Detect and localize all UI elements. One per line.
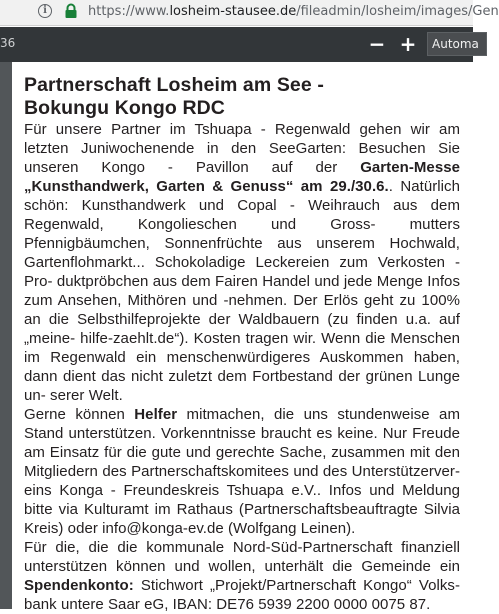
pdf-toolbar: [0, 27, 479, 62]
p2-bold: Helfer: [134, 406, 178, 423]
article: [24, 74, 460, 614]
title-line-1: Partnerschaft Losheim am See -: [24, 74, 324, 96]
zoom-select[interactable]: Automa: [427, 32, 487, 56]
page-number[interactable]: 36: [0, 36, 16, 50]
paragraph-3: [24, 538, 460, 614]
url-text[interactable]: [88, 4, 499, 19]
p1-text-a: Für unsere Partner im Tshuapa - Regenwald gehen wir am letzten Juniwochenende in den SeeGarten: Besuchen Sie unseren Kongo - Pavillon auf der: [24, 121, 460, 176]
paragraph-1: [24, 120, 460, 405]
article-title: [24, 74, 460, 120]
p2-text-b: mitmachen, die uns stundenweise am Stand unterstützen. Vorkenntnisse braucht es keine. Nur Freude am Einsatz für die gute und gerechte Sache, zusammen mit den Mitgliedern des Partnerschaftskomitees und des Unterstützerver- eins Konga - Freundeskreis Tshuapa e.V.. Infos und Meldung bitte via Kulturamt im Rathaus (Partnerschaftsbeauftragte Silvia Kreis) oder info@konga-ev.de (Wolfgang Leinen).: [24, 406, 460, 537]
pdf-page: [12, 62, 473, 613]
p2-text-a: Gerne können: [24, 406, 135, 423]
address-bar[interactable]: [0, 0, 499, 26]
url-domain: losheim-stausee.de: [169, 4, 297, 19]
article-body: [24, 120, 460, 614]
lock-icon[interactable]: [64, 3, 78, 19]
url-prefix: https://www.: [88, 4, 170, 19]
info-icon[interactable]: i: [38, 4, 52, 18]
p3-bold: Spendenkonto:: [24, 577, 134, 594]
p3-text-a: Für die, die die kommunale Nord-Süd-Partnerschaft finanziell unterstützen können und wollen, unterhält die Gemeinde ein: [24, 539, 460, 575]
p1-text-b: . Natürlich schön: Kunsthandwerk und Copal - Weihrauch aus dem Regenwald, Kongolieschen und Gross- mutters Pfennigbäumchen, Sonnenfrüchte aus unserem Hochwald, Gartenflohmarkt... Schokoladige Leckereien zum Verkosten - Pro- duktpröbchen aus dem Fairen Handel und jede Menge Infos zum Ansehen, Mithören und -nehmen. Der Erlös geht zu 100% an die Selbsthilfeprojekte der Waldbauern (zu finden u.a. auf „meine- hilfe-zaehlt.de“). Kosten tragen wir. Wenn die Menschen im Regenwald ein menschenwürdigeres Auskommen haben, dann dient das nicht zuletzt dem Fortbestand der grünen Lunge un- serer Welt.: [24, 178, 461, 404]
url-path: /fileadmin/losheim/images/Gen: [296, 4, 499, 19]
zoom-out-icon[interactable]: −: [368, 32, 386, 56]
p1-bold: Garten-Messe „Kunsthandwerk, Garten & Genuss“ am 29./30.6.: [24, 159, 460, 195]
p3-text-b: Stichwort „Projekt/Partnerschaft Kongo“ Volks- bank untere Saar eG, IBAN: DE76 5939 2200 0000 0075 87.: [24, 577, 460, 613]
title-line-2: Bokungu Kongo RDC: [24, 97, 225, 119]
paragraph-2: [24, 405, 460, 538]
zoom-in-icon[interactable]: +: [399, 32, 417, 56]
